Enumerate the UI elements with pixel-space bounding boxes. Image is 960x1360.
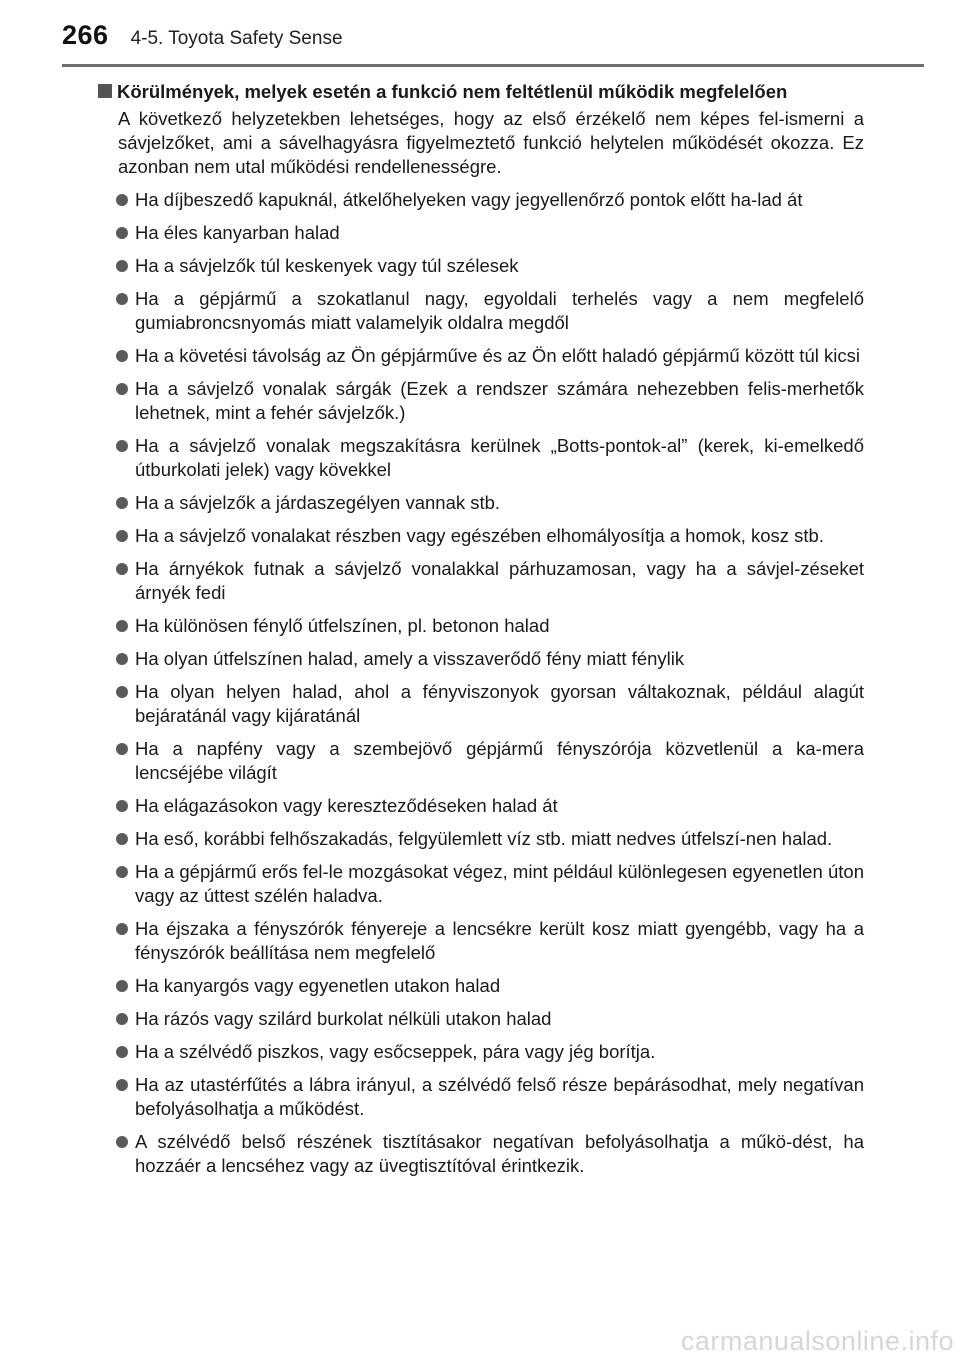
bullet-dot-icon [116, 923, 128, 935]
list-item-text: Ha eső, korábbi felhőszakadás, felgyülemlett víz stb. miatt nedves útfelszí-nen halad. [135, 828, 833, 849]
bullet-dot-icon [116, 497, 128, 509]
list-item [98, 737, 864, 785]
bullet-dot-icon [116, 800, 128, 812]
bullet-dot-icon [116, 227, 128, 239]
bullet-dot-icon [116, 833, 128, 845]
list-item [98, 827, 864, 851]
bullet-dot-icon [116, 866, 128, 878]
list-item-text: Ha olyan útfelszínen halad, amely a visszaverődő fény miatt fénylik [135, 648, 685, 669]
page-number: 266 [62, 20, 109, 50]
list-item [98, 287, 864, 335]
bullet-dot-icon [116, 980, 128, 992]
square-bullet-icon [98, 84, 112, 98]
list-item [98, 917, 864, 965]
list-item [98, 974, 864, 998]
bullet-dot-icon [116, 1046, 128, 1058]
list-item [98, 1007, 864, 1031]
bullet-dot-icon [116, 383, 128, 395]
watermark-text: carmanualsonline.info [680, 1326, 954, 1356]
bullet-dot-icon [116, 563, 128, 575]
list-item [98, 221, 864, 245]
list-item [98, 647, 864, 671]
list-item-text: Ha éjszaka a fényszórók fényereje a lencsékre került kosz miatt gyengébb, vagy ha a fényszórók beállítása nem megfelelő [135, 918, 864, 963]
list-item-text: Ha éles kanyarban halad [135, 222, 340, 243]
condition-list [98, 188, 864, 1178]
list-item-text: Ha a sávjelzők túl keskenyek vagy túl szélesek [135, 255, 519, 276]
list-item [98, 1130, 864, 1178]
list-item [98, 614, 864, 638]
section-content [98, 79, 864, 1178]
bullet-dot-icon [116, 1013, 128, 1025]
list-item-text: A szélvédő belső részének tisztításakor negatívan befolyásolhatja a műkö-dést, ha hozzáér a lencséhez vagy az üvegtisztítóval érintkezik. [135, 1131, 864, 1176]
list-item [98, 344, 864, 368]
list-item [98, 434, 864, 482]
list-item-text: Ha a sávjelző vonalak megszakításra kerülnek „Botts-pontok-al” (kerek, ki-emelkedő útburkolati jelek) vagy kövekkel [135, 435, 864, 480]
list-item-text: Ha a sávjelzők a járdaszegélyen vannak stb. [135, 492, 501, 513]
list-item [98, 1040, 864, 1064]
bullet-dot-icon [116, 653, 128, 665]
list-item-text: Ha az utastérfűtés a lábra irányul, a szélvédő felső része bepárásodhat, mely negatívan befolyásolhatja a működést. [135, 1074, 864, 1119]
list-item [98, 524, 864, 548]
bullet-dot-icon [116, 530, 128, 542]
bullet-dot-icon [116, 620, 128, 632]
list-item [98, 557, 864, 605]
bullet-dot-icon [116, 1136, 128, 1148]
list-item [98, 377, 864, 425]
list-item [98, 188, 864, 212]
bullet-dot-icon [116, 1079, 128, 1091]
page-header [62, 20, 343, 51]
intro-paragraph: A következő helyzetekben lehetséges, hogy az első érzékelő nem képes fel-ismerni a sávjelzőket, ami a sávelhagyásra figyelmeztető funkció helytelen működését okozza. Ez azonban nem utal működési rendellenességre. [118, 108, 864, 177]
list-item-text: Ha különösen fénylő útfelszínen, pl. betonon halad [135, 615, 550, 636]
bullet-dot-icon [116, 686, 128, 698]
bullet-dot-icon [116, 293, 128, 305]
list-item-text: Ha a gépjármű a szokatlanul nagy, egyoldali terhelés vagy a nem megfelelő gumiabroncsnyomás miatt valamelyik oldalra megdől [135, 288, 864, 333]
list-item-text: Ha rázós vagy szilárd burkolat nélküli utakon halad [135, 1008, 552, 1029]
list-item-text: Ha a napfény vagy a szembejövő gépjármű fényszórója közvetlenül a ka-mera lencséjébe világít [135, 738, 864, 783]
section-heading [98, 79, 864, 104]
list-item [98, 680, 864, 728]
bullet-dot-icon [116, 440, 128, 452]
list-item-text: Ha olyan helyen halad, ahol a fényviszonyok gyorsan váltakoznak, például alagút bejáratánál vagy kijáratánál [135, 681, 864, 726]
list-item [98, 860, 864, 908]
list-item-text: Ha elágazásokon vagy kereszteződéseken halad át [135, 795, 558, 816]
list-item-text: Ha kanyargós vagy egyenetlen utakon halad [135, 975, 501, 996]
list-item [98, 254, 864, 278]
list-item [98, 794, 864, 818]
bullet-dot-icon [116, 350, 128, 362]
list-item-text: Ha a sávjelző vonalak sárgák (Ezek a rendszer számára nehezebben felis-merhetők lehetnek, mint a fehér sávjelzők.) [135, 378, 864, 423]
bullet-dot-icon [116, 260, 128, 272]
list-item-text: Ha a sávjelző vonalakat részben vagy egészében elhomályosítja a homok, kosz stb. [135, 525, 824, 546]
list-item-text: Ha a gépjármű erős fel-le mozgásokat végez, mint például különlegesen egyenetlen úton vagy az úttest szélén haladva. [135, 861, 864, 906]
list-item-text: Ha árnyékok futnak a sávjelző vonalakkal párhuzamosan, vagy ha a sávjel-zéseket árnyék fedi [135, 558, 864, 603]
chapter-title: 4-5. Toyota Safety Sense [130, 28, 343, 49]
header-rule [62, 64, 924, 67]
list-item [98, 491, 864, 515]
list-item-text: Ha díjbeszedő kapuknál, átkelőhelyeken vagy jegyellenőrző pontok előtt ha-lad át [135, 189, 803, 210]
bullet-dot-icon [116, 743, 128, 755]
section-heading-text: Körülmények, melyek esetén a funkció nem feltétlenül működik megfelelően [117, 81, 788, 102]
list-item-text: Ha a követési távolság az Ön gépjárműve és az Ön előtt haladó gépjármű között túl kicsi [135, 345, 860, 366]
bullet-dot-icon [116, 194, 128, 206]
list-item [98, 1073, 864, 1121]
list-item-text: Ha a szélvédő piszkos, vagy esőcseppek, pára vagy jég borítja. [135, 1041, 656, 1062]
